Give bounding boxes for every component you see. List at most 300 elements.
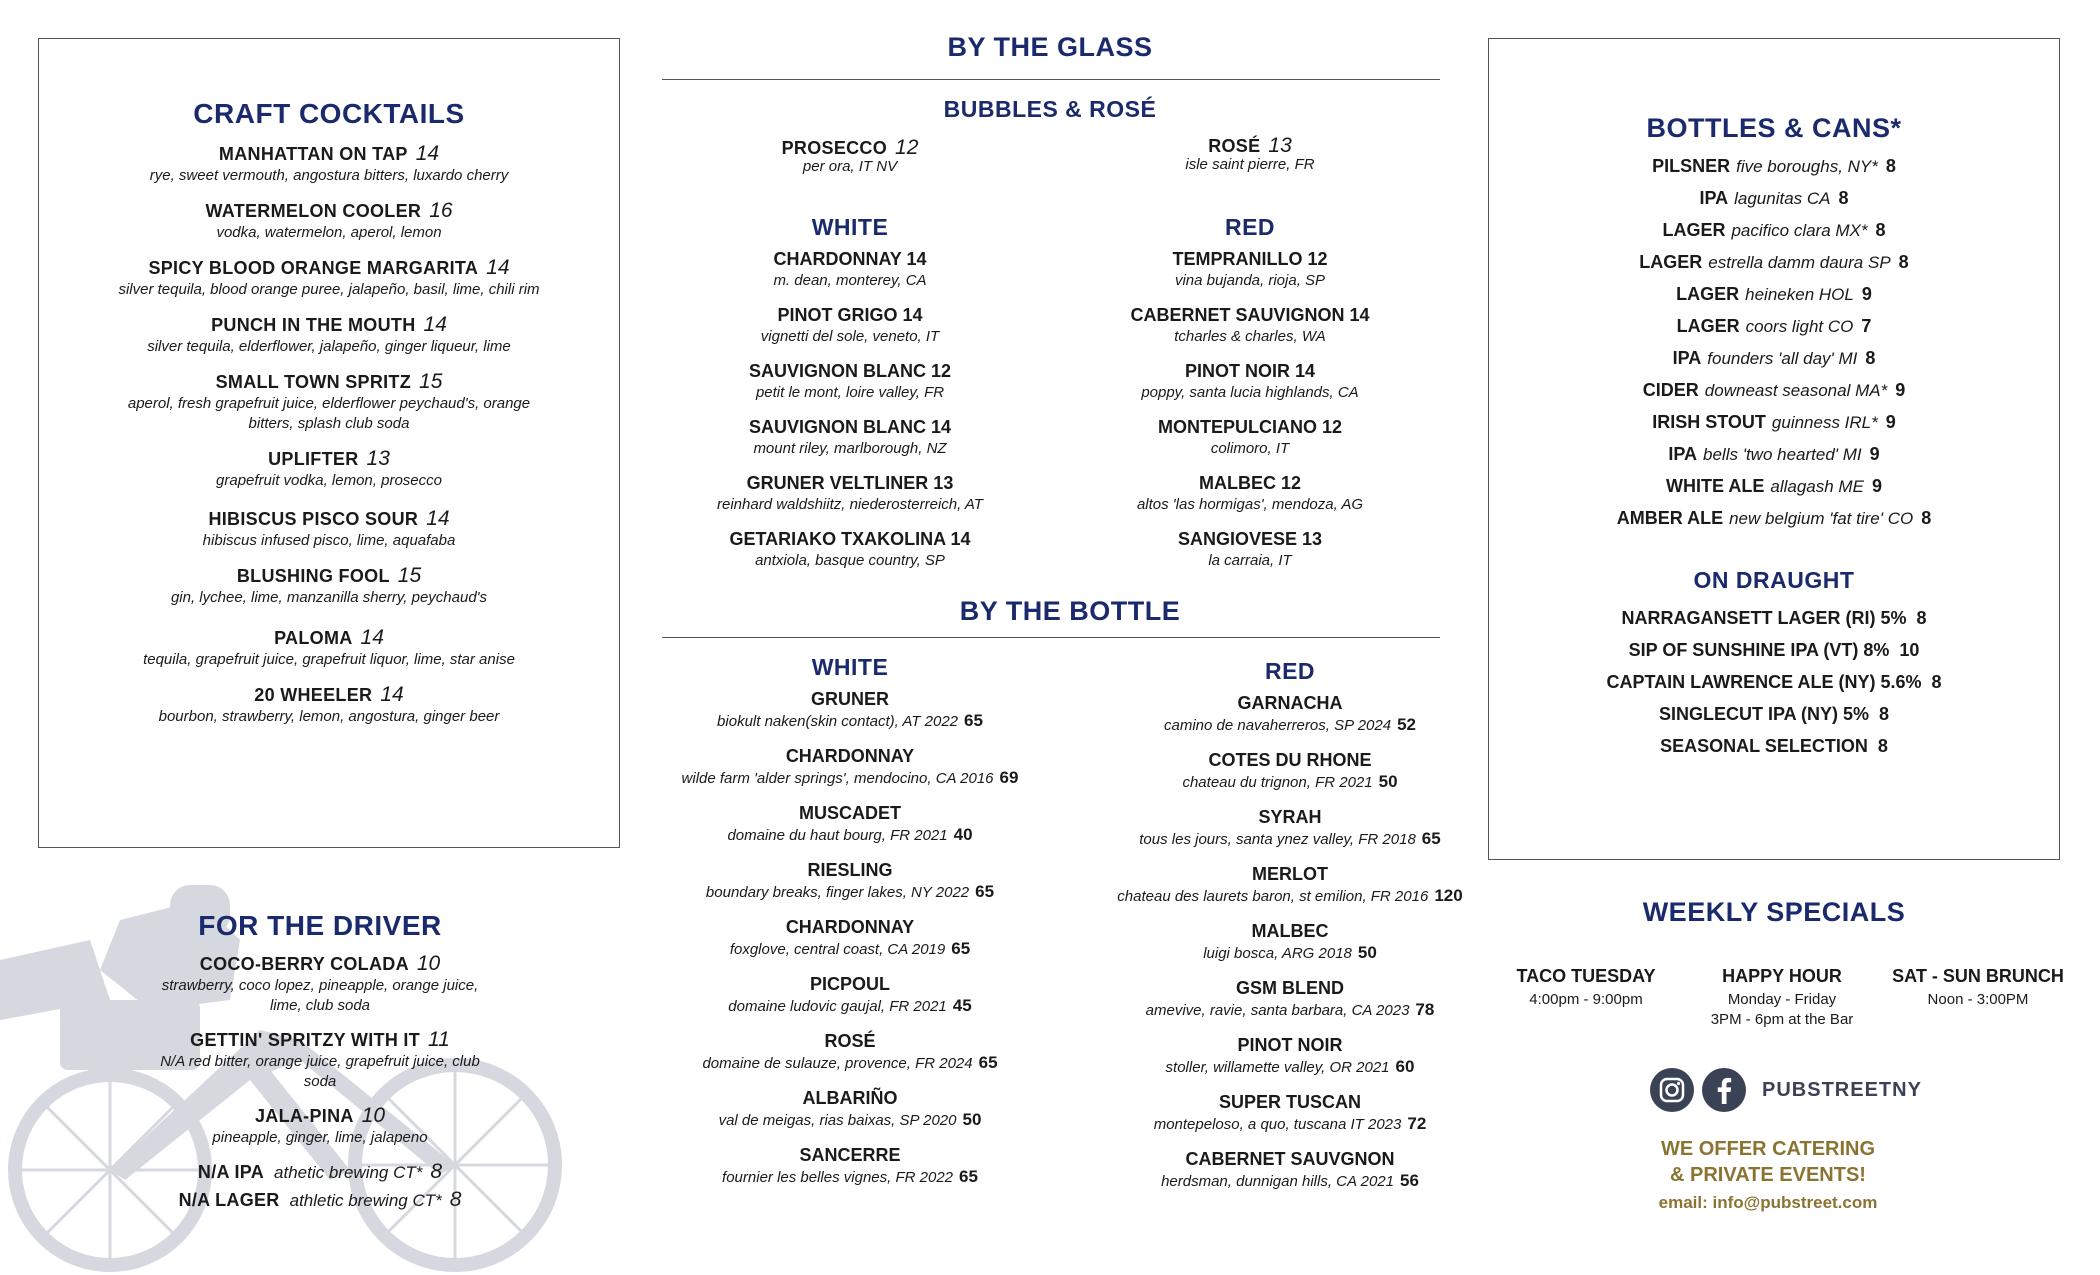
draught-name: SEASONAL SELECTION (1660, 736, 1868, 756)
draught-price: 10 (1899, 640, 1920, 660)
wine-price: 65 (951, 939, 971, 958)
cocktail-list (38, 142, 620, 727)
menu-item-price: 14 (380, 683, 404, 706)
wine-desc-row (1060, 942, 1520, 964)
menu-item-name: SMALL TOWN SPRITZ (215, 372, 412, 392)
wine-item (1060, 921, 1520, 964)
beer-list (1488, 156, 2060, 529)
draught-item (1488, 608, 2060, 629)
menu-item-header (108, 313, 550, 337)
beer-style: CIDER (1642, 380, 1699, 400)
menu-item-price: 10 (416, 952, 441, 975)
beer-price: 8 (1898, 252, 1909, 272)
beer-style: IPA (1699, 188, 1729, 208)
menu-item (90, 1160, 550, 1184)
wine-item (1060, 1092, 1520, 1135)
glass-title: BY THE GLASS (947, 32, 1153, 62)
wine-price: 65 (1421, 829, 1441, 848)
wine-desc-row (1060, 828, 1520, 850)
beer-item (1488, 508, 2060, 529)
wine-desc-row (1060, 1056, 1520, 1078)
wine-item (650, 1088, 1050, 1131)
bottles-cans-section (1488, 113, 2060, 768)
menu-item-header (108, 370, 550, 394)
wine-name: CABERNET SAUVIGNON 14 (1130, 305, 1370, 325)
beer-desc: coors light CO (1745, 317, 1854, 336)
wine-desc: val de meigas, rias baixas, SP 2020 (718, 1112, 957, 1129)
menu-item-desc: hibiscus infused pisco, lime, aquafaba (202, 532, 456, 549)
draught-item (1488, 672, 2060, 693)
beer-style: LAGER (1676, 316, 1740, 336)
special-line2: 3PM - 6pm at the Bar (1710, 1011, 1854, 1028)
wine-item (680, 529, 1020, 571)
beer-style: PILSNER (1652, 156, 1731, 176)
wine-name: ALBARIÑO (802, 1088, 898, 1108)
instagram-icon[interactable] (1650, 1068, 1694, 1112)
menu-item-header (108, 507, 550, 531)
draught-name: SINGLECUT IPA (NY) 5% (1658, 704, 1869, 724)
menu-item-sub: athetic brewing CT* (274, 1163, 423, 1182)
wine-name: GETARIAKO TXAKOLINA 14 (729, 529, 971, 549)
wine-name: CHARDONNAY 14 (773, 249, 927, 269)
wine-item (650, 974, 1050, 1017)
glass-red-col (1080, 214, 1420, 585)
bubbles-prosecco (700, 136, 1000, 177)
wine-price: 72 (1407, 1114, 1427, 1133)
beer-desc: heineken HOL (1745, 285, 1854, 304)
menu-item-header (150, 1188, 490, 1212)
wine-name: ROSÉ (824, 1031, 876, 1051)
menu-item-desc: silver tequila, elderflower, jalapeño, ginger liqueur, lime (147, 338, 511, 355)
wine-desc: luigi bosca, ARG 2018 (1203, 945, 1352, 962)
wine-price: 60 (1395, 1057, 1415, 1076)
menu-item-header (108, 683, 550, 707)
glass-red-list (1080, 249, 1420, 571)
menu-item-price: 15 (419, 370, 443, 393)
beer-style: WHITE ALE (1666, 476, 1765, 496)
wine-desc-row (650, 1052, 1050, 1074)
wine-desc: petit le mont, loire valley, FR (755, 384, 945, 401)
draught-name: SIP OF SUNSHINE IPA (VT) 8% (1628, 640, 1890, 660)
bubbles-title: BUBBLES & ROSÉ (943, 96, 1157, 122)
menu-item-header (108, 447, 550, 471)
beer-item (1488, 476, 2060, 497)
draught-item (1488, 736, 2060, 757)
wine-name: SANGIOVESE 13 (1177, 529, 1323, 549)
bottle-white-title: WHITE (811, 654, 889, 680)
special-title: SAT - SUN BRUNCH (1892, 966, 2064, 986)
beer-item (1488, 444, 2060, 465)
wine-desc: tcharles & charles, WA (1174, 328, 1326, 345)
beer-desc: lagunitas CA (1734, 189, 1831, 208)
specials-list (1488, 966, 2088, 1030)
wine-item (1080, 529, 1420, 571)
catering-line2: & PRIVATE EVENTS! (1670, 1164, 1866, 1186)
draught-item (1488, 704, 2060, 725)
wine-desc-row (650, 995, 1050, 1017)
wine-item (680, 249, 1020, 291)
wine-name: GSM BLEND (1236, 978, 1344, 998)
menu-item-desc: pineapple, ginger, lime, jalapeno (212, 1129, 428, 1146)
beer-desc: pacifico clara MX* (1731, 221, 1868, 240)
wine-desc: herdsman, dunnigan hills, CA 2021 (1161, 1173, 1394, 1190)
specials-title: WEEKLY SPECIALS (1642, 897, 1906, 927)
wine-item (1080, 417, 1420, 459)
wine-desc: tous les jours, santa ynez valley, FR 2018 (1139, 831, 1416, 848)
driver-section (90, 910, 550, 1216)
wine-name: GARNACHA (1237, 693, 1343, 713)
menu-item-name: HIBISCUS PISCO SOUR (208, 509, 419, 529)
wine-name: MERLOT (1252, 864, 1328, 884)
wine-item (650, 746, 1050, 789)
wine-item (650, 1031, 1050, 1074)
menu-item-header (150, 1104, 490, 1128)
wine-price: 65 (959, 1167, 978, 1186)
beer-item (1488, 316, 2060, 337)
beer-item (1488, 188, 2060, 209)
wine-item (650, 689, 1050, 732)
bottles-cans-title: BOTTLES & CANS* (1646, 113, 1902, 143)
menu-item-desc: rye, sweet vermouth, angostura bitters, luxardo cherry (149, 167, 509, 184)
wine-price: 56 (1400, 1171, 1419, 1190)
menu-item-price: 14 (360, 626, 384, 649)
menu-item-name: MANHATTAN ON TAP (218, 144, 408, 164)
glass-white-col (680, 214, 1020, 585)
wine-item (680, 417, 1020, 459)
menu-item (90, 952, 550, 1016)
bottle-white-list (650, 689, 1050, 1188)
wine-desc: chateau des laurets baron, st emilion, FR 2016 (1117, 888, 1429, 905)
bottle-red-title: RED (1264, 658, 1316, 684)
beer-price: 9 (1895, 380, 1906, 400)
special-item (1488, 966, 1684, 1030)
menu-item-price: 13 (366, 447, 390, 470)
menu-item-header (150, 1160, 490, 1184)
wine-item (1060, 750, 1520, 793)
beer-price: 8 (1875, 220, 1886, 240)
wine-desc: wilde farm 'alder springs', mendocino, CA 2016 (681, 770, 994, 787)
catering-line1: WE OFFER CATERING (1660, 1138, 1876, 1160)
menu-item-name: PALOMA (274, 628, 353, 648)
menu-item-price: 15 (397, 564, 422, 587)
menu-item-header (150, 952, 490, 976)
wine-price: 65 (978, 1053, 998, 1072)
beer-price: 9 (1871, 476, 1882, 496)
wine-desc-row (1060, 999, 1520, 1021)
menu-item-name: GETTIN' SPRITZY WITH IT (190, 1030, 421, 1050)
menu-item-price: 14 (486, 256, 510, 279)
wine-name: MUSCADET (799, 803, 901, 823)
wine-name: MALBEC 12 (1198, 473, 1301, 493)
bottle-rule (662, 637, 1440, 638)
draught-price: 8 (1931, 672, 1942, 692)
beer-price: 9 (1869, 444, 1880, 464)
menu-item-desc: gin, lychee, lime, manzanilla sherry, peychaud's (170, 589, 488, 606)
wine-desc-row (650, 1166, 1050, 1188)
menu-item (38, 313, 620, 357)
menu-item-name: N/A IPA (197, 1162, 265, 1182)
wine-desc: domaine de sulauze, provence, FR 2024 (702, 1055, 973, 1072)
wine-price: 50 (1357, 943, 1377, 962)
beer-price: 8 (1885, 156, 1896, 176)
special-item (1684, 966, 1880, 1030)
menu-item-price: 14 (423, 313, 447, 336)
menu-item-price: 11 (428, 1028, 450, 1051)
social-handle[interactable]: PUBSTREETNY (1762, 1078, 1922, 1101)
menu-item (38, 564, 620, 608)
special-item (1880, 966, 2076, 1030)
wine-desc: antxiola, basque country, SP (755, 552, 945, 569)
wine-item (1080, 305, 1420, 347)
draught-price: 8 (1916, 608, 1927, 628)
draught-price: 8 (1879, 704, 1890, 724)
menu-item-sub: athletic brewing CT* (289, 1191, 442, 1210)
draught-name: NARRAGANSETT LAGER (RI) 5% (1621, 608, 1907, 628)
wine-item (650, 860, 1050, 903)
menu-item-name: JALA-PINA (254, 1106, 354, 1126)
wine-price: 78 (1415, 1000, 1435, 1019)
menu-item-header (108, 564, 550, 588)
beer-price: 8 (1838, 188, 1849, 208)
wine-price: 52 (1397, 715, 1416, 734)
bubbles-name: PROSECCO (781, 138, 888, 158)
wine-desc: stoller, willamette valley, OR 2021 (1165, 1059, 1390, 1076)
draught-list (1488, 608, 2060, 757)
wine-item (1060, 807, 1520, 850)
glass-white-list (680, 249, 1020, 571)
beer-desc: estrella damm daura SP (1708, 253, 1891, 272)
menu-item (90, 1104, 550, 1148)
menu-item-price: 14 (426, 507, 450, 530)
wine-desc-row (650, 824, 1050, 846)
wine-desc-row (1060, 714, 1520, 736)
menu-item-name: WATERMELON COOLER (205, 201, 422, 221)
wine-name: SYRAH (1258, 807, 1322, 827)
beer-price: 9 (1861, 284, 1872, 304)
wine-item (1060, 693, 1520, 736)
menu-item (38, 626, 620, 670)
wine-item (680, 473, 1020, 515)
beer-price: 8 (1865, 348, 1876, 368)
bottle-white-col (650, 654, 1050, 1202)
bubbles-price: 12 (895, 136, 919, 159)
menu-item-name: COCO-BERRY COLADA (199, 954, 409, 974)
wine-name: PINOT GRIGO 14 (777, 305, 923, 325)
menu-item-desc: N/A red bitter, orange juice, grapefruit juice, club soda (160, 1053, 480, 1090)
wine-desc: vina bujanda, rioja, SP (1174, 272, 1326, 289)
beer-style: IPA (1668, 444, 1698, 464)
wine-desc-row (1060, 771, 1520, 793)
beer-style: IPA (1672, 348, 1702, 368)
wine-price: 120 (1434, 886, 1463, 905)
glass-red-title: RED (1224, 214, 1276, 240)
beer-desc: founders 'all day' MI (1707, 349, 1858, 368)
wine-name: CHARDONNAY (785, 917, 915, 937)
wine-desc: biokult naken(skin contact), AT 2022 (717, 713, 959, 730)
wine-desc: boundary breaks, finger lakes, NY 2022 (705, 884, 970, 901)
wine-price: 50 (962, 1110, 982, 1129)
beer-item (1488, 412, 2060, 433)
menu-item (38, 370, 620, 434)
beer-price: 8 (1921, 508, 1932, 528)
menu-item-desc: grapefruit vodka, lemon, prosecco (216, 472, 442, 489)
wine-desc-row (650, 1109, 1050, 1131)
menu-item (38, 683, 620, 727)
beer-item (1488, 284, 2060, 305)
beer-desc: new belgium 'fat tire' CO (1729, 509, 1914, 528)
wine-desc: amevive, ravie, santa barbara, CA 2023 (1145, 1002, 1410, 1019)
menu-item-name: BLUSHING FOOL (236, 566, 390, 586)
wine-name: PINOT NOIR (1237, 1035, 1343, 1055)
social-row (1650, 1068, 1922, 1112)
wine-desc: m. dean, monterey, CA (773, 272, 927, 289)
wine-item (1060, 978, 1520, 1021)
menu-item-header (108, 199, 550, 223)
wine-item (1060, 1149, 1520, 1192)
wine-desc: montepeloso, a quo, tuscana IT 2023 (1153, 1116, 1402, 1133)
cocktails-title: CRAFT COCKTAILS (193, 98, 465, 129)
beer-style: LAGER (1662, 220, 1726, 240)
menu-item-name: PUNCH IN THE MOUTH (211, 315, 416, 335)
wine-desc-row (650, 881, 1050, 903)
bubbles-desc: isle saint pierre, FR (1185, 156, 1315, 173)
wine-item (680, 361, 1020, 403)
bottle-title: BY THE BOTTLE (959, 596, 1181, 626)
wine-name: MALBEC (1251, 921, 1329, 941)
special-line1: 4:00pm - 9:00pm (1529, 991, 1643, 1008)
menu-item-name: SPICY BLOOD ORANGE MARGARITA (148, 258, 479, 278)
wine-name: GRUNER (810, 689, 889, 709)
menu-item-name: N/A LAGER (178, 1190, 280, 1210)
wine-desc: foxglove, central coast, CA 2019 (729, 941, 946, 958)
beer-desc: five boroughs, NY* (1736, 157, 1878, 176)
beer-style: LAGER (1639, 252, 1703, 272)
wine-price: 65 (964, 711, 983, 730)
wine-price: 50 (1378, 772, 1398, 791)
bubbles-price: 13 (1268, 134, 1292, 157)
menu-item-header (108, 256, 550, 280)
beer-item (1488, 348, 2060, 369)
wine-name: MONTEPULCIANO 12 (1157, 417, 1343, 437)
menu-item-price: 10 (361, 1104, 386, 1127)
wine-desc: domaine du haut bourg, FR 2021 (727, 827, 948, 844)
wine-name: TEMPRANILLO 12 (1172, 249, 1328, 269)
menu-item (90, 1188, 550, 1212)
menu-item-header (150, 1028, 490, 1052)
menu-item (90, 1028, 550, 1092)
facebook-icon[interactable] (1702, 1068, 1746, 1112)
wine-price: 69 (999, 768, 1019, 787)
wine-name: SANCERRE (799, 1145, 901, 1165)
special-line1: Noon - 3:00PM (1927, 991, 2029, 1008)
wine-item (1080, 249, 1420, 291)
draught-price: 8 (1877, 736, 1888, 756)
wine-name: PINOT NOIR 14 (1184, 361, 1316, 381)
bottle-red-col (1060, 658, 1520, 1206)
cocktails-section (38, 98, 620, 740)
beer-desc: downeast seasonal MA* (1704, 381, 1888, 400)
menu-item-price: 14 (415, 142, 440, 165)
wine-name: SUPER TUSCAN (1218, 1092, 1361, 1112)
wine-desc: mount riley, marlborough, NZ (753, 440, 947, 457)
special-title: TACO TUESDAY (1516, 966, 1656, 986)
wine-desc: camino de navaherreros, SP 2024 (1163, 717, 1392, 734)
menu-item-price: 8 (449, 1188, 462, 1211)
menu-item-desc: vodka, watermelon, aperol, lemon (216, 224, 442, 241)
wine-desc: domaine ludovic gaujal, FR 2021 (728, 998, 947, 1015)
menu-item (38, 447, 620, 491)
wine-desc: poppy, santa lucia highlands, CA (1141, 384, 1359, 401)
catering-block (1588, 1138, 1948, 1213)
menu-item-desc: bourbon, strawberry, lemon, angostura, ginger beer (158, 708, 500, 725)
menu-item (38, 199, 620, 243)
beer-item (1488, 252, 2060, 273)
driver-title: FOR THE DRIVER (198, 910, 442, 941)
beer-item (1488, 156, 2060, 177)
wine-name: SAUVIGNON BLANC 12 (748, 361, 952, 381)
beer-desc: bells 'two hearted' MI (1703, 445, 1862, 464)
bubbles-rose (1100, 134, 1400, 175)
wine-name: RIESLING (807, 860, 893, 880)
wine-name: CHARDONNAY (785, 746, 915, 766)
menu-item-desc: aperol, fresh grapefruit juice, elderflower peychaud's, orange bitters, splash club soda (127, 395, 531, 432)
glass-rule (662, 79, 1440, 80)
menu-item-price: 8 (430, 1160, 443, 1183)
wine-price: 65 (975, 882, 995, 901)
menu-item (38, 256, 620, 300)
menu-item (38, 507, 620, 551)
wine-item (1080, 361, 1420, 403)
draught-title: ON DRAUGHT (1693, 567, 1855, 593)
menu-item-desc: silver tequila, blood orange puree, jalapeño, basil, lime, chili rim (118, 281, 540, 298)
glass-white-title: WHITE (811, 214, 889, 240)
wine-item (1080, 473, 1420, 515)
menu-item-header (108, 626, 550, 650)
beer-style: IRISH STOUT (1652, 412, 1766, 432)
special-title: HAPPY HOUR (1722, 966, 1842, 986)
menu-item-desc: strawberry, coco lopez, pineapple, orange juice, lime, club soda (161, 977, 479, 1014)
wine-desc-row (1060, 1113, 1520, 1135)
beer-price: 7 (1861, 316, 1872, 336)
menu-item-header (108, 142, 550, 166)
beer-desc: allagash ME (1770, 477, 1864, 496)
wine-desc: colimoro, IT (1210, 440, 1290, 457)
bottle-red-list (1060, 693, 1520, 1192)
wine-desc-row (650, 767, 1050, 789)
wine-price: 45 (952, 996, 972, 1015)
draught-item (1488, 640, 2060, 661)
wine-name: CABERNET SAUVGNON (1185, 1149, 1395, 1169)
catering-email[interactable]: email: info@pubstreet.com (1658, 1193, 1878, 1212)
wine-desc: la carraia, IT (1208, 552, 1292, 569)
draught-name: CAPTAIN LAWRENCE ALE (NY) 5.6% (1606, 672, 1922, 692)
wine-item (650, 803, 1050, 846)
wine-desc: reinhard waldshiitz, niederosterreich, AT (717, 496, 983, 513)
beer-price: 9 (1885, 412, 1896, 432)
wine-desc: chateau du trignon, FR 2021 (1182, 774, 1373, 791)
beer-style: AMBER ALE (1616, 508, 1724, 528)
wine-item (650, 1145, 1050, 1188)
beer-style: LAGER (1676, 284, 1740, 304)
beer-desc: guinness IRL* (1771, 413, 1878, 432)
beer-item (1488, 220, 2060, 241)
menu-item-price: 16 (429, 199, 453, 222)
wine-desc-row (650, 938, 1050, 960)
wine-item (680, 305, 1020, 347)
wine-desc-row (1060, 1170, 1520, 1192)
bubbles-desc: per ora, IT NV (802, 158, 898, 175)
wine-name: SAUVIGNON BLANC 14 (748, 417, 952, 437)
